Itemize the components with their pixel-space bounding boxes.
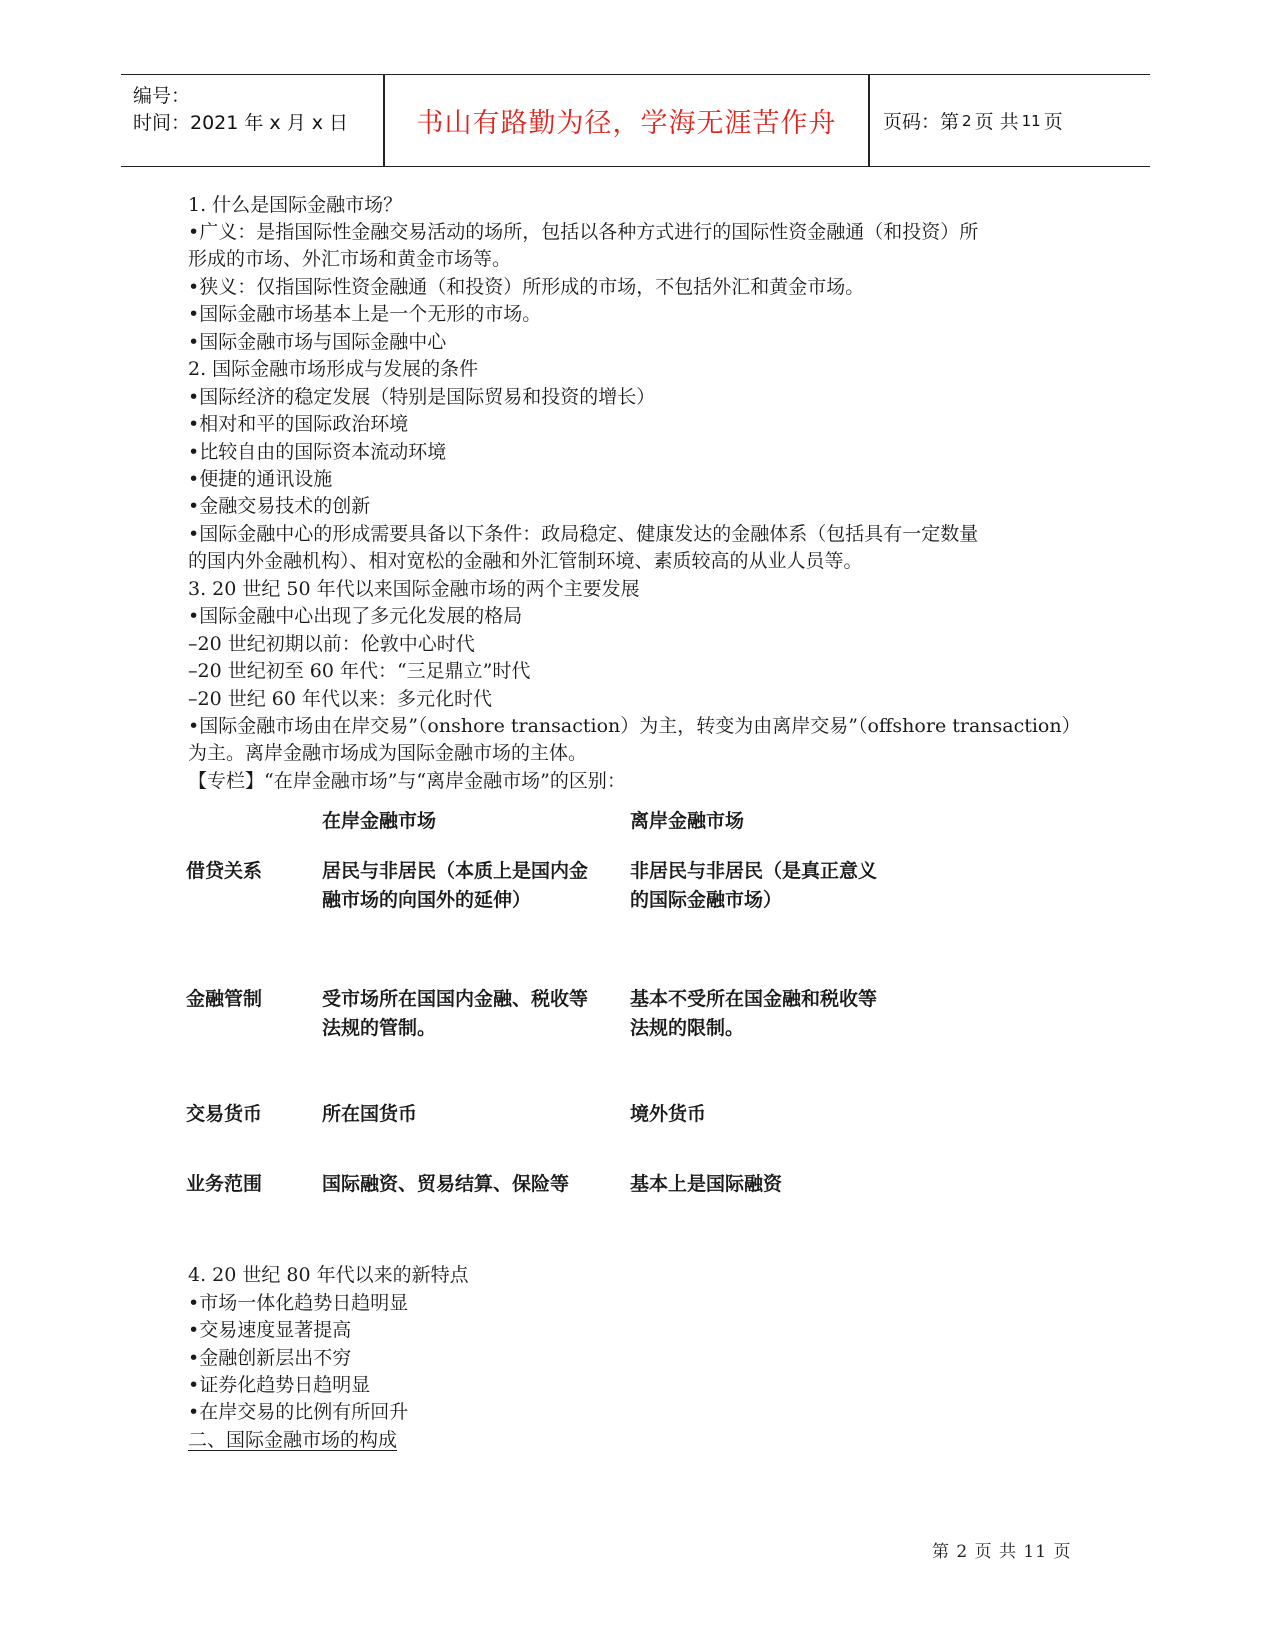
cell-offshore: 基本不受所在国金融和税收等 [630, 988, 878, 1010]
row-label: 借贷关系 [186, 860, 263, 882]
cell-onshore: 受市场所在国国内金融、税收等 [322, 988, 589, 1010]
body-line: •比较自由的国际资本流动环境 [188, 441, 447, 463]
body-line: •金融创新层出不穷 [188, 1347, 352, 1369]
page-mid: 页 共 [974, 111, 1019, 133]
body-line: •金融交易技术的创新 [188, 495, 371, 517]
column-header-onshore: 在岸金融市场 [322, 810, 437, 832]
cell-onshore: 国际融资、贸易结算、保险等 [322, 1173, 570, 1195]
cell-offshore: 非居民与非居民（是真正意义 [630, 860, 878, 882]
header-motto: 书山有路勤为径，学海无涯苦作舟 [416, 108, 837, 139]
cell-onshore: 融市场的向国外的延伸） [322, 889, 532, 911]
body-line: •国际金融市场与国际金融中心 [188, 331, 447, 353]
body-line: •国际金融中心的形成需要具备以下条件：政局稳定、健康发达的金融体系（包括具有一定数量 [188, 523, 979, 545]
body-line: •证券化趋势日趋明显 [188, 1374, 371, 1396]
body-line: 的国内外金融机构）、相对宽松的金融和外汇管制环境、素质较高的从业人员等。 [188, 550, 863, 572]
body-line: 【专栏】“在岸金融市场”与“离岸金融市场”的区别： [188, 770, 626, 792]
body-line: 4. 20 世纪 80 年代以来的新特点 [188, 1264, 469, 1286]
cell-onshore: 居民与非居民（本质上是国内金 [322, 860, 589, 882]
body-line: 1. 什么是国际金融市场？ [188, 194, 403, 216]
body-line: •狭义：仅指国际性资金融通（和投资）所形成的市场，不包括外汇和黄金市场。 [188, 276, 865, 298]
body-line: 形成的市场、外汇市场和黄金市场等。 [188, 248, 512, 270]
cell-offshore: 法规的限制。 [630, 1017, 745, 1039]
body-line: •国际金融中心出现了多元化发展的格局 [188, 605, 523, 627]
cell-offshore: 的国际金融市场） [630, 889, 783, 911]
row-label: 交易货币 [186, 1103, 263, 1125]
column-header-offshore: 离岸金融市场 [630, 810, 745, 832]
page-current: 2 [962, 111, 972, 130]
cell-onshore: 所在国货币 [322, 1103, 418, 1125]
page-prefix: 页码：第 [883, 111, 960, 133]
page-suffix: 页 [1043, 111, 1063, 133]
body-line: 3. 20 世纪 50 年代以来国际金融市场的两个主要发展 [188, 578, 640, 600]
row-label: 业务范围 [186, 1173, 263, 1195]
page-footer: 第 2 页 共 11 页 [932, 1542, 1072, 1562]
number-label: 编号： [133, 85, 191, 107]
document-header [121, 74, 1150, 167]
cell-onshore: 法规的管制。 [322, 1017, 437, 1039]
row-label: 金融管制 [186, 988, 263, 1010]
body-line: •国际金融市场由在岸交易”（onshore transaction）为主，转变为由离岸交易”（offshore transaction） [188, 715, 1081, 737]
body-line: •便捷的通讯设施 [188, 468, 333, 490]
page-total: 11 [1021, 111, 1041, 130]
cell-offshore: 基本上是国际融资 [630, 1173, 783, 1195]
body-line: •市场一体化趋势日趋明显 [188, 1292, 409, 1314]
body-line: –20 世纪 60 年代以来：多元化时代 [188, 688, 492, 710]
body-line: •广义：是指国际性金融交易活动的场所，包括以各种方式进行的国际性资金融通（和投资）所 [188, 221, 979, 243]
body-line: •在岸交易的比例有所回升 [188, 1401, 409, 1423]
body-line: 2. 国际金融市场形成与发展的条件 [188, 358, 479, 380]
body-line: •相对和平的国际政治环境 [188, 413, 409, 435]
header-divider [868, 75, 870, 166]
body-line: –20 世纪初期以前：伦敦中心时代 [188, 633, 475, 655]
header-page-indicator [883, 75, 1063, 166]
body-line: –20 世纪初至 60 年代：“三足鼎立”时代 [188, 660, 531, 682]
body-line: 为主。离岸金融市场成为国际金融市场的主体。 [188, 742, 588, 764]
header-meta-cell [121, 75, 383, 166]
body-line: •国际经济的稳定发展（特别是国际贸易和投资的增长） [188, 386, 656, 408]
time-label: 时间：2021 年 x 月 x 日 [133, 112, 349, 134]
section-heading: 二、国际金融市场的构成 [188, 1429, 398, 1451]
cell-offshore: 境外货币 [630, 1103, 707, 1125]
body-line: •国际金融市场基本上是一个无形的市场。 [188, 303, 542, 325]
body-line: •交易速度显著提高 [188, 1319, 352, 1341]
